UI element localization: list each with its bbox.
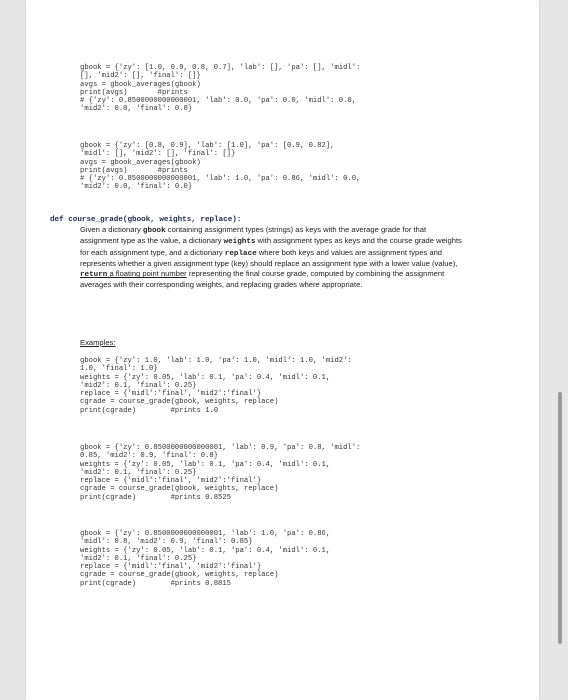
code-line: [], 'mid2': [], 'final': []} bbox=[80, 72, 201, 81]
replace-param: replace bbox=[224, 249, 257, 258]
code-line: cgrade = course_grade(gbook, weights, replace) bbox=[80, 485, 279, 494]
desc-text: with assignment types as keys and the course grade weights for each assignment type, and a dictionary bbox=[80, 236, 462, 257]
examples-heading: Examples: bbox=[80, 338, 116, 347]
code-line: cgrade = course_grade(gbook, weights, replace) bbox=[80, 571, 279, 580]
code-line: 'midl': 0.8, 'mid2': 0.9, 'final': 0.85} bbox=[80, 538, 253, 547]
code-line: avgs = gbook_averages(gbook) bbox=[80, 80, 201, 89]
code-line: replace = {'midl':'final', 'mid2':'final'} bbox=[80, 563, 262, 572]
code-line: print(cgrade) #prints 1.0 bbox=[80, 406, 219, 415]
code-line: # {'zy': 0.8500000000000001, 'lab': 0.0, 'pa': 0.0, 'midl': 0.0, bbox=[80, 97, 357, 106]
code-line: print(avgs) #prints bbox=[80, 166, 188, 175]
code-line: gbook = {'zy': [1.0, 0.9, 0.8, 0.7], 'lab': [], 'pa': [], 'midl': bbox=[80, 64, 361, 72]
code-line: gbook = {'zy': [0.8, 0.9], 'lab': [1.0], 'pa': [0.9, 0.82], bbox=[80, 142, 335, 150]
code-block-top-2 bbox=[80, 142, 360, 192]
code-line: avgs = gbook_averages(gbook) bbox=[80, 158, 201, 167]
code-line: 'mid2': 0.1, 'final': 0.25} bbox=[80, 381, 197, 390]
code-line: weights = {'zy': 0.05, 'lab': 0.1, 'pa': 0.4, 'midl': 0.1, bbox=[80, 460, 331, 469]
code-line: weights = {'zy': 0.05, 'lab': 0.1, 'pa': 0.4, 'midl': 0.1, bbox=[80, 373, 331, 382]
code-line: cgrade = course_grade(gbook, weights, replace) bbox=[80, 398, 279, 407]
vertical-scrollbar[interactable] bbox=[558, 392, 562, 644]
code-line: 'midl': [], 'mid2': [], 'final': []} bbox=[80, 150, 236, 159]
code-line: replace = {'midl':'final', 'mid2':'final'} bbox=[80, 390, 262, 399]
code-line: # {'zy': 0.8500000000000001, 'lab': 1.0, 'pa': 0.86, 'midl': 0.0, bbox=[80, 175, 361, 184]
gbook-param: gbook bbox=[142, 227, 166, 235]
code-line: 'mid2': 0.1, 'final': 0.25} bbox=[80, 554, 197, 563]
example-3 bbox=[80, 530, 330, 588]
code-line: gbook = {'zy': 0.8500000000000001, 'lab': 1.0, 'pa': 0.86, bbox=[80, 530, 331, 538]
return-type: a floating point number bbox=[107, 269, 187, 279]
code-line: weights = {'zy': 0.05, 'lab': 0.1, 'pa': 0.4, 'midl': 0.1, bbox=[80, 546, 331, 555]
example-2 bbox=[80, 444, 360, 502]
return-keyword: return bbox=[80, 271, 108, 280]
code-line: gbook = {'zy': 0.8500000000000001, 'lab': 0.9, 'pa': 0.8, 'midl': bbox=[80, 444, 361, 452]
code-line: gbook = {'zy': 1.0, 'lab': 1.0, 'pa': 1.0, 'midl': 1.0, 'mid2': bbox=[80, 357, 352, 365]
code-line: 0.85, 'mid2': 0.9, 'final': 0.8} bbox=[80, 452, 219, 461]
code-line: 'mid2': 0.0, 'final': 0.0} bbox=[80, 105, 193, 114]
desc-text: representing the final course grade, computed by combining the assignment averages with their corresponding weights, and replacing grades where appropriate. bbox=[80, 269, 445, 290]
function-definition: def course_grade(gbook, weights, replace): bbox=[50, 216, 242, 224]
desc-text: Given a dictionary bbox=[80, 225, 143, 234]
code-line: print(avgs) #prints bbox=[80, 88, 188, 97]
code-line: 'mid2': 0.1, 'final': 0.25} bbox=[80, 468, 197, 477]
desc-text: containing assignment types (strings) as keys with the average grade for that assignment type as the value, a dictionary bbox=[80, 225, 427, 246]
example-1 bbox=[80, 357, 352, 415]
code-line: print(cgrade) #prints 0.8525 bbox=[80, 493, 231, 502]
code-line: 'mid2': 0.0, 'final': 0.0} bbox=[80, 183, 193, 192]
code-line: 1.0, 'final': 1.0} bbox=[80, 365, 158, 374]
code-line: print(cgrade) #prints 0.8815 bbox=[80, 579, 231, 588]
desc-text: where both keys and values are assignment types and represents whether a given assignment type (key) should replace an assignment type with a lower value (value), bbox=[80, 247, 458, 268]
function-description bbox=[80, 225, 464, 291]
code-block-top-1 bbox=[80, 64, 360, 114]
code-line: replace = {'midl':'final', 'mid2':'final'} bbox=[80, 477, 262, 486]
weights-param: weights bbox=[223, 238, 256, 247]
